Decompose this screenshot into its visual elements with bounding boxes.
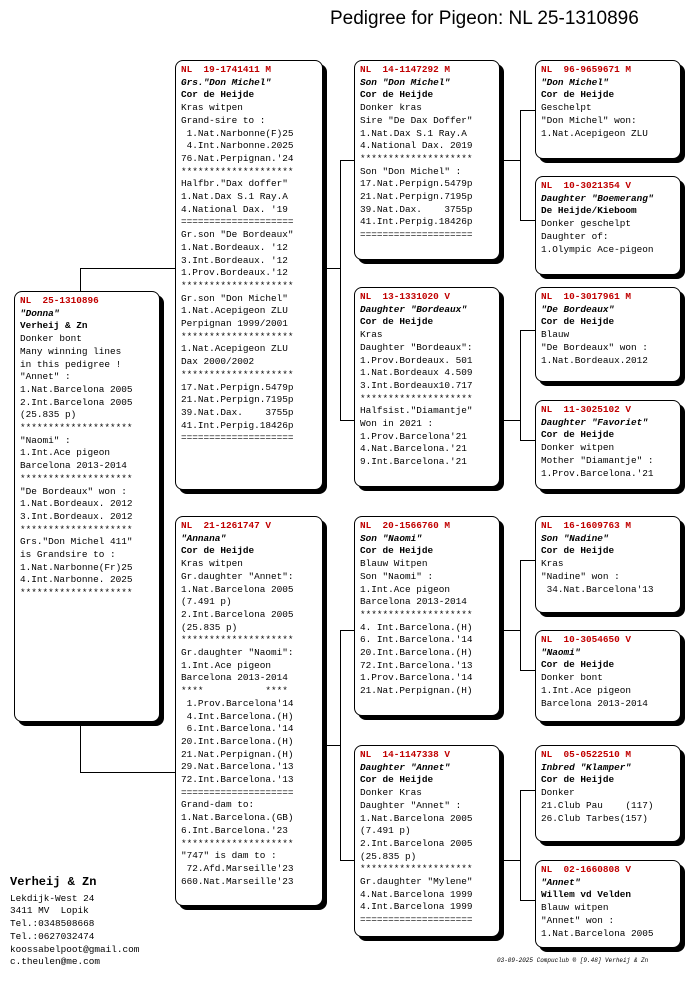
pigeon-ring-number: NL 10-3054650 V (541, 634, 632, 645)
breeder-name: Cor de Heijde (541, 316, 615, 328)
pedigree-line: 2.Int.Barcelona 2005 (20, 396, 133, 408)
owner-address (10, 876, 139, 969)
connector (80, 268, 179, 269)
pedigree-line: 1.Prov.Barcelona.'14 (360, 672, 473, 684)
pigeon-name: Son "Nadine" (541, 532, 609, 544)
pedigree-line: ******************** (360, 392, 473, 404)
pedigree-line: 1.Nat.Bordeaux 4.509 (360, 367, 473, 379)
connector (520, 110, 536, 111)
pigeon-ring-number: NL 11-3025102 V (541, 404, 632, 415)
pedigree-line: Donker bont (541, 672, 603, 684)
pedigree-line: 21.Nat.Perpign.7195p (360, 191, 473, 203)
connector (520, 790, 536, 791)
pedigree-line: 6.Int.Barcelona.'23 (181, 824, 288, 836)
pedigree-line: "De Bordeaux" won : (20, 485, 127, 497)
pedigree-line: 4.National Dax. '19 (181, 203, 288, 215)
pedigree-line: 4.Int.Narbonne. 2025 (20, 574, 133, 586)
pedigree-line: 4.Int.Narbonne.2025 (181, 140, 294, 152)
phone-line: Tel.:0627032474 (10, 930, 95, 942)
pedigree-line: Barcelona 2013-2014 (20, 460, 127, 472)
pedigree-line: 21.Club Pau (117) (541, 799, 654, 811)
pedigree-line: Kras (541, 558, 564, 570)
pedigree-card-subject[interactable] (14, 291, 160, 722)
pedigree-card-sds[interactable] (535, 287, 681, 382)
connector (520, 110, 521, 220)
pedigree-line: ==================== (181, 786, 294, 798)
pedigree-line: 1.Nat.Dax S.1 Ray.A (360, 127, 467, 139)
breeder-name: Cor de Heijde (181, 545, 255, 557)
pedigree-line: (25.835 p) (360, 850, 417, 862)
pedigree-line: 21.Nat.Perpign.7195p (181, 394, 294, 406)
pedigree-line: Gr.son "De Bordeaux" (181, 229, 294, 241)
connector (80, 268, 81, 292)
pedigree-card-dam[interactable] (175, 516, 323, 906)
pedigree-line: (25.835 p) (181, 621, 238, 633)
pedigree-line: 21.Nat.Perpignan.(H) (181, 748, 294, 760)
pedigree-line: 1.Prov.Barcelona.'21 (541, 467, 654, 479)
pigeon-name: "De Bordeaux" (541, 303, 615, 315)
pedigree-line: "Annet" : (20, 371, 71, 383)
pedigree-line: ==================== (360, 914, 473, 926)
connector (520, 330, 536, 331)
pigeon-name: Daughter "Bordeaux" (360, 303, 467, 315)
pedigree-line: ******************** (181, 330, 294, 342)
pedigree-line: 1.Nat.Barcelona 2005 (360, 812, 473, 824)
pedigree-line: 72.Afd.Marseille'23 (181, 862, 294, 874)
breeder-name: Cor de Heijde (541, 429, 615, 441)
pigeon-ring-number: NL 05-0522510 M (541, 749, 632, 760)
pedigree-line: Donker Kras (360, 787, 422, 799)
pedigree-line: 1.Int.Ace pigeon (360, 583, 451, 595)
pedigree-card-ssd[interactable] (535, 176, 681, 275)
pedigree-line: 3.Int.Bordeaux. '12 (181, 254, 288, 266)
connector (520, 440, 536, 441)
pedigree-line: Kras (360, 329, 383, 341)
pedigree-line: Daughter "Annet" : (360, 799, 462, 811)
pedigree-line: 1.Nat.Acepigeon ZLU (181, 305, 288, 317)
pedigree-line: ******************** (360, 152, 473, 164)
pigeon-name: "Annet" (541, 876, 581, 888)
pedigree-line: 3.Int.Bordeaux. 2012 (20, 510, 133, 522)
pedigree-line: 1.Nat.Acepigeon ZLU (541, 127, 648, 139)
breeder-name: Cor de Heijde (360, 545, 434, 557)
pedigree-line: Grand-dam to: (181, 799, 255, 811)
pedigree-line: 1.Int.Ace pigeon (541, 684, 632, 696)
pedigree-line: ******************** (181, 634, 294, 646)
address-line: Lekdijk-West 24 (10, 892, 95, 904)
pedigree-line: ******************** (181, 165, 294, 177)
pedigree-card-sire-dam[interactable] (354, 287, 500, 487)
pedigree-line: Daughter of: (541, 230, 609, 242)
pedigree-line: 1.Nat.Bordeaux.2012 (541, 354, 648, 366)
pedigree-line: 72.Int.Barcelona.'13 (360, 659, 473, 671)
pedigree-line: Donker witpen (541, 442, 615, 454)
pedigree-line: ==================== (360, 229, 473, 241)
pedigree-line: "De Bordeaux" won : (541, 341, 648, 353)
pigeon-ring-number: NL 21-1261747 V (181, 520, 272, 531)
breeder-name: Verheij & Zn (20, 320, 88, 332)
pedigree-line: ==================== (181, 216, 294, 228)
address-line: 3411 MV Lopik (10, 905, 89, 917)
pedigree-card-sire-sire[interactable] (354, 60, 500, 260)
pedigree-line: Gr.daughter "Naomi": (181, 647, 294, 659)
pedigree-line: ******************** (360, 863, 473, 875)
pedigree-line: Kras witpen (181, 102, 243, 114)
breeder-name: Cor de Heijde (360, 89, 434, 101)
pedigree-line: Halfbr."Dax doffer" (181, 178, 288, 190)
pedigree-line: 17.Nat.Perpign.5479p (181, 381, 294, 393)
pedigree-line: 6. Int.Barcelona.'14 (360, 634, 473, 646)
breeder-name: Willem vd Velden (541, 889, 632, 901)
pedigree-line: 4.Nat.Barcelona.'21 (360, 443, 467, 455)
connector (322, 268, 340, 269)
pedigree-line: ******************** (20, 472, 133, 484)
pedigree-line: Geschelpt (541, 102, 592, 114)
pigeon-ring-number: NL 16-1609763 M (541, 520, 632, 531)
pigeon-name: Grs."Don Michel" (181, 76, 272, 88)
connector (520, 560, 521, 670)
pedigree-line: 1.Nat.Barcelona 2005 (20, 383, 133, 395)
pedigree-line: Blauw witpen (541, 902, 609, 914)
pedigree-line: "Naomi" : (20, 434, 71, 446)
pedigree-line: Daughter "Bordeaux": (360, 341, 473, 353)
pedigree-line: 4.National Dax. 2019 (360, 140, 473, 152)
connector (500, 160, 520, 161)
pedigree-line: ******************** (20, 523, 133, 535)
pedigree-line: 29.Nat.Barcelona.'13 (181, 761, 294, 773)
pedigree-line: 660.Nat.Marseille'23 (181, 875, 294, 887)
page-title: Pedigree for Pigeon: NL 25-1310896 (330, 8, 639, 29)
email-line: koossabelpoot@gmail.com (10, 943, 140, 955)
pedigree-line: 20.Int.Barcelona.(H) (181, 735, 294, 747)
pigeon-ring-number: NL 25-1310896 (20, 295, 99, 306)
pedigree-line: 1.Nat.Bordeaux. '12 (181, 241, 288, 253)
connector (520, 330, 521, 440)
pedigree-line: Halfsist."Diamantje" (360, 405, 473, 417)
pigeon-name: Son "Naomi" (360, 532, 422, 544)
pedigree-line: 41.Int.Perpig.18426p (181, 419, 294, 431)
pedigree-line: Son "Don Michel" : (360, 165, 462, 177)
breeder-name: Cor de Heijde (360, 316, 434, 328)
pedigree-line: 1.Prov.Barcelona'14 (181, 697, 294, 709)
pedigree-line: 1.Prov.Bordeaux.'12 (181, 267, 288, 279)
connector (80, 722, 81, 772)
pigeon-name: "Donna" (20, 307, 60, 319)
pedigree-line: Gr.daughter "Annet": (181, 570, 294, 582)
pedigree-line: "Nadine" won : (541, 570, 620, 582)
pigeon-ring-number: NL 19-1741411 M (181, 64, 272, 75)
pedigree-line: "Annet" won : (541, 914, 615, 926)
pedigree-line: (25.835 p) (20, 409, 77, 421)
pedigree-line: Many winning lines (20, 345, 122, 357)
pedigree-line: 26.Club Tarbes(157) (541, 812, 648, 824)
pedigree-line: Son "Naomi" : (360, 570, 434, 582)
pigeon-ring-number: NL 14-1147292 M (360, 64, 451, 75)
pedigree-line: Blauw Witpen (360, 558, 428, 570)
breeder-name: Cor de Heijde (541, 89, 615, 101)
pigeon-ring-number: NL 96-9659671 M (541, 64, 632, 75)
pedigree-line: ******************** (181, 837, 294, 849)
connector (520, 790, 521, 900)
pedigree-line: 21.Nat.Perpignan.(H) (360, 685, 473, 697)
pedigree-line: ==================== (181, 432, 294, 444)
pedigree-line: 1.Nat.Bordeaux. 2012 (20, 498, 133, 510)
pigeon-name: "Don Michel" (541, 76, 609, 88)
pedigree-line: 76.Nat.Perpignan.'24 (181, 152, 294, 164)
pedigree-line: 1.Nat.Barcelona 2005 (541, 927, 654, 939)
pigeon-name: "Naomi" (541, 646, 581, 658)
pigeon-ring-number: NL 14-1147338 V (360, 749, 451, 760)
pedigree-line: ******************** (360, 608, 473, 620)
pedigree-line: 1.Nat.Barcelona.(GB) (181, 812, 294, 824)
pedigree-line: **** **** (181, 685, 288, 697)
pedigree-card-sss[interactable] (535, 60, 681, 159)
breeder-name: Cor de Heijde (360, 774, 434, 786)
connector (340, 630, 341, 860)
owner-name: Verheij & Zn (10, 875, 97, 889)
connector (520, 670, 536, 671)
pedigree-line: 4.Int.Barcelona.(H) (181, 710, 294, 722)
pedigree-line: "747" is dam to : (181, 850, 277, 862)
pedigree-line: 4. Int.Barcelona.(H) (360, 621, 473, 633)
pedigree-line: Blauw (541, 329, 570, 341)
pedigree-line: Barcelona 2013-2014 (541, 697, 648, 709)
pedigree-line: Perpignan 1999/2001 (181, 318, 288, 330)
pigeon-name: Daughter "Boemerang" (541, 192, 654, 204)
connector (520, 220, 536, 221)
connector (500, 630, 520, 631)
pedigree-line: 6.Int.Barcelona.'14 (181, 723, 294, 735)
pigeon-ring-number: NL 20-1566760 M (360, 520, 451, 531)
pedigree-line: 41.Int.Perpig.18426p (360, 216, 473, 228)
pedigree-line: 20.Int.Barcelona.(H) (360, 647, 473, 659)
breeder-name: Cor de Heijde (541, 545, 615, 557)
pedigree-line: ******************** (181, 279, 294, 291)
connector (322, 745, 340, 746)
pedigree-line: 1.Prov.Barcelona'21 (360, 430, 467, 442)
pedigree-line: 1.Olympic Ace-pigeon (541, 243, 654, 255)
pedigree-line: 1.Nat.Dax S.1 Ray.A (181, 191, 288, 203)
pedigree-line: is Grandsire to : (20, 549, 116, 561)
pigeon-name: Inbred "Klamper" (541, 761, 632, 773)
pigeon-ring-number: NL 10-3017961 M (541, 291, 632, 302)
pedigree-line: Sire "De Dax Doffer" (360, 114, 473, 126)
pedigree-line: Donker bont (20, 333, 82, 345)
pedigree-line: Donker geschelpt (541, 218, 632, 230)
pedigree-line: ******************** (181, 368, 294, 380)
pedigree-card-dsd[interactable] (535, 630, 681, 722)
print-footnote: 03-09-2025 Compuclub ® [9.48] Verheij & Zn (497, 957, 649, 964)
connector (80, 772, 179, 773)
pedigree-line: Won in 2021 : (360, 418, 434, 430)
breeder-name: Cor de Heijde (541, 774, 615, 786)
pedigree-line: Grand-sire to : (181, 114, 266, 126)
pigeon-name: Daughter "Favoriet" (541, 416, 648, 428)
connector (520, 900, 536, 901)
pedigree-line: 1.Nat.Barcelona 2005 (181, 583, 294, 595)
pedigree-line: Gr.daughter "Mylene" (360, 876, 473, 888)
pedigree-line: 4.Int.Barcelona 1999 (360, 901, 473, 913)
pedigree-line: 17.Nat.Perpign.5479p (360, 178, 473, 190)
pigeon-ring-number: NL 02-1660808 V (541, 864, 632, 875)
pedigree-line: (7.491 p) (360, 825, 411, 837)
pedigree-line: 39.Nat.Dax. 3755p (181, 406, 294, 418)
pigeon-name: Son "Don Michel" (360, 76, 451, 88)
pedigree-line: 1.Nat.Narbonne(F)25 (181, 127, 294, 139)
pedigree-card-dam-dam[interactable] (354, 745, 500, 937)
pedigree-line: 3.Int.Bordeaux10.717 (360, 379, 473, 391)
pedigree-line: Grs."Don Michel 411" (20, 536, 133, 548)
pedigree-line: 1.Nat.Acepigeon ZLU (181, 343, 288, 355)
breeder-name: Cor de Heijde (181, 89, 255, 101)
pedigree-line: in this pedigree ! (20, 358, 122, 370)
pedigree-line: Barcelona 2013-2014 (360, 596, 467, 608)
breeder-name: Cor de Heijde (541, 659, 615, 671)
pedigree-line: "Don Michel" won: (541, 114, 637, 126)
pedigree-line: Gr.son "Don Michel" (181, 292, 288, 304)
connector (340, 160, 341, 420)
pedigree-line: Kras witpen (181, 558, 243, 570)
pigeon-name: Daughter "Annet" (360, 761, 451, 773)
pedigree-card-sdd[interactable] (535, 400, 681, 490)
phone-line: Tel.:0348508668 (10, 918, 95, 930)
pedigree-line: 1.Int.Ace pigeon (181, 659, 272, 671)
pedigree-line: Donker kras (360, 102, 422, 114)
pedigree-card-dds[interactable] (535, 745, 681, 842)
pedigree-line: 1.Int.Ace pigeon (20, 447, 111, 459)
pedigree-line: 72.Int.Barcelona.'13 (181, 774, 294, 786)
pedigree-line: 34.Nat.Barcelona'13 (541, 583, 654, 595)
pedigree-line: 4.Nat.Barcelona 1999 (360, 888, 473, 900)
pigeon-ring-number: NL 13-1331020 V (360, 291, 451, 302)
pedigree-card-sire[interactable] (175, 60, 323, 490)
pedigree-card-dam-sire[interactable] (354, 516, 500, 716)
connector (500, 420, 520, 421)
connector (500, 860, 520, 861)
pedigree-line: 39.Nat.Dax. 3755p (360, 203, 473, 215)
pedigree-line: ******************** (20, 587, 133, 599)
pedigree-card-ddd[interactable] (535, 860, 681, 948)
pedigree-line: 9.Int.Barcelona.'21 (360, 456, 467, 468)
email-line: c.theulen@me.com (10, 956, 101, 968)
connector (520, 560, 536, 561)
pigeon-ring-number: NL 10-3021354 V (541, 180, 632, 191)
pedigree-line: Donker (541, 787, 575, 799)
pedigree-line: ******************** (20, 422, 133, 434)
breeder-name: De Heijde/Kieboom (541, 205, 637, 217)
pedigree-card-dss[interactable] (535, 516, 681, 613)
pedigree-line: 1.Prov.Bordeaux. 501 (360, 354, 473, 366)
pedigree-line: 2.Int.Barcelona 2005 (181, 608, 294, 620)
pigeon-name: "Annana" (181, 532, 227, 544)
pedigree-line: (7.491 p) (181, 596, 232, 608)
pedigree-line: Dax 2000/2002 (181, 356, 255, 368)
pedigree-line: 2.Int.Barcelona 2005 (360, 837, 473, 849)
pedigree-line: 1.Nat.Narbonne(Fr)25 (20, 561, 133, 573)
pedigree-line: Mother "Diamantje" : (541, 454, 654, 466)
pedigree-line: Barcelona 2013-2014 (181, 672, 288, 684)
